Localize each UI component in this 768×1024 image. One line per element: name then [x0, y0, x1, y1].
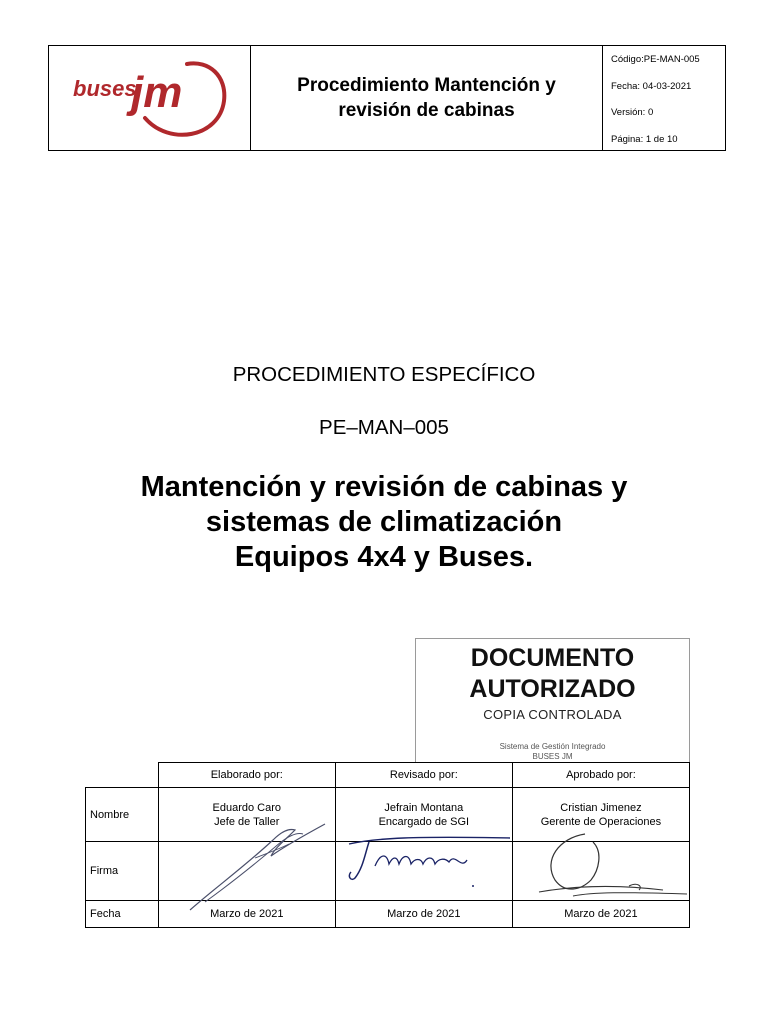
meta-date: Fecha: 04-03-2021: [611, 80, 692, 92]
person-role: Encargado de SGI: [378, 815, 470, 828]
table-row: [86, 763, 690, 788]
row-label-sign: Firma: [86, 842, 159, 901]
procedure-code: PE–MAN–005: [319, 416, 449, 439]
date-cell-prepared: Marzo de 2021: [158, 901, 335, 928]
stamp-title: [416, 643, 689, 705]
logo-cell: [49, 46, 251, 150]
stamp-footer-line: Sistema de Gestión Integrado: [499, 742, 606, 751]
document-title: Procedimiento Mantención y revisión de cabinas: [251, 46, 603, 150]
buses-jm-logo: [49, 46, 251, 150]
logo-word-buses: buses: [73, 76, 137, 101]
person-role: Jefe de Taller: [214, 815, 280, 828]
person-role: Gerente de Operaciones: [540, 815, 662, 828]
stamp-footer-line: BUSES JM: [532, 752, 573, 761]
column-header-approved: Aprobado por:: [512, 763, 689, 788]
signature-approved: [533, 830, 693, 902]
logo-word-jm: jm: [131, 68, 183, 117]
table-row: [86, 901, 690, 928]
meta-page: Página: 1 de 10: [611, 133, 678, 145]
column-header-prepared: Elaborado por:: [158, 763, 335, 788]
signature-prepared: [185, 818, 335, 918]
main-title: [0, 470, 768, 575]
procedure-type: PROCEDIMIENTO ESPECÍFICO: [232, 363, 536, 386]
signature-reviewed: [345, 830, 515, 892]
authorized-stamp: [415, 638, 690, 763]
stamp-footer: [416, 742, 689, 762]
person-name: Cristian Jimenez: [560, 801, 642, 814]
stamp-title-line: DOCUMENTO: [470, 644, 635, 672]
main-title-line: Equipos 4x4 y Buses.: [234, 541, 534, 573]
document-header: [48, 45, 726, 151]
document-meta: [603, 46, 725, 150]
row-label-date: Fecha: [86, 901, 159, 928]
table-corner: [86, 763, 159, 788]
meta-version: Versión: 0: [611, 107, 654, 118]
stamp-title-line: AUTORIZADO: [469, 675, 636, 703]
date-cell-reviewed: Marzo de 2021: [335, 901, 512, 928]
date-cell-approved: Marzo de 2021: [512, 901, 689, 928]
stamp-subtitle: COPIA CONTROLADA: [483, 707, 622, 722]
row-label-name: Nombre: [86, 788, 159, 842]
person-name: Jefrain Montana: [384, 801, 464, 814]
person-name: Eduardo Caro: [212, 801, 282, 814]
main-title-line: Mantención y revisión de cabinas y: [140, 471, 628, 503]
main-title-line: sistemas de climatización: [205, 506, 563, 538]
column-header-reviewed: Revisado por:: [335, 763, 512, 788]
meta-code: Código:PE-MAN-005: [611, 54, 700, 65]
